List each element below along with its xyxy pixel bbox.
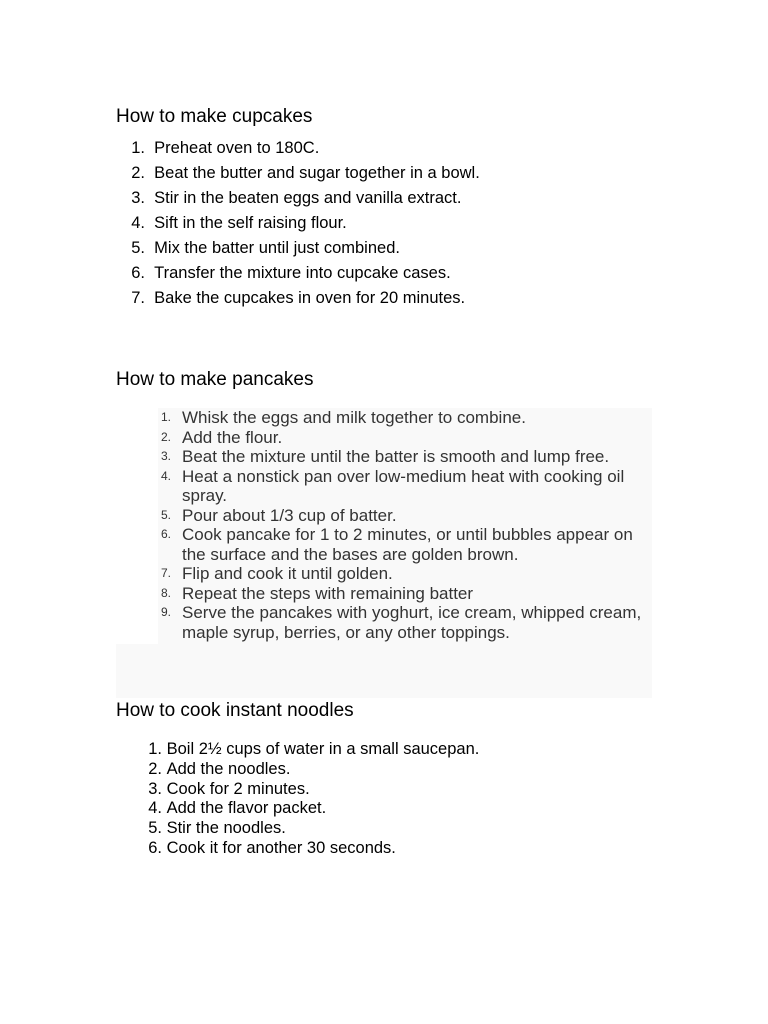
step-number: 1. bbox=[148, 740, 162, 759]
step-number: 1. bbox=[131, 139, 145, 157]
step-text: Flip and cook it until golden. bbox=[182, 564, 393, 583]
list-item bbox=[116, 760, 656, 780]
step-number: 5. bbox=[160, 507, 171, 522]
list-item bbox=[116, 467, 652, 506]
step-number: 6. bbox=[160, 527, 171, 541]
step-text: Mix the batter until just combined. bbox=[154, 239, 400, 257]
list-item bbox=[116, 447, 652, 467]
step-number: 2. bbox=[131, 164, 145, 182]
step-number: 2. bbox=[160, 429, 171, 444]
list-item bbox=[116, 186, 656, 211]
step-number: 3. bbox=[160, 449, 171, 463]
list-item bbox=[116, 779, 656, 799]
list-item bbox=[116, 211, 656, 236]
step-text: Cook pancake for 1 to 2 minutes, or until bubbles appear on the surface and the bases are golden brown. bbox=[182, 525, 633, 564]
cupcakes-heading: How to make cupcakes bbox=[116, 106, 313, 127]
step-text: Transfer the mixture into cupcake cases. bbox=[154, 264, 451, 282]
step-text: Cook it for another 30 seconds. bbox=[166, 838, 396, 857]
step-text: Boil 2½ cups of water in a small saucepan. bbox=[166, 740, 480, 759]
pancakes-heading: How to make pancakes bbox=[116, 369, 314, 390]
list-item bbox=[116, 584, 652, 604]
list-item bbox=[116, 838, 656, 858]
step-text: Preheat oven to 180C. bbox=[154, 139, 320, 157]
step-text: Sift in the self raising flour. bbox=[154, 214, 347, 232]
list-item bbox=[116, 506, 652, 526]
list-item bbox=[116, 799, 656, 819]
step-number: 9. bbox=[160, 605, 171, 619]
list-item bbox=[116, 564, 652, 584]
step-text: Serve the pancakes with yoghurt, ice cream, whipped cream, maple syrup, berries, or any other toppings. bbox=[182, 603, 642, 642]
step-text: Repeat the steps with remaining batter bbox=[182, 583, 474, 603]
step-text: Pour about 1/3 cup of batter. bbox=[182, 505, 397, 525]
step-number: 3. bbox=[131, 189, 145, 207]
list-item bbox=[116, 161, 656, 186]
list-item bbox=[116, 428, 652, 448]
pancakes-steps-list bbox=[116, 408, 652, 642]
list-item bbox=[116, 261, 656, 286]
step-number: 1. bbox=[160, 410, 171, 424]
step-text: Stir the noodles. bbox=[166, 819, 286, 838]
step-number: 7. bbox=[160, 566, 171, 580]
step-text: Add the flavor packet. bbox=[166, 799, 327, 818]
cupcakes-steps-list bbox=[116, 136, 656, 311]
list-item bbox=[116, 236, 656, 261]
step-text: Add the noodles. bbox=[166, 760, 291, 779]
noodles-heading: How to cook instant noodles bbox=[116, 700, 354, 721]
step-text: Cook for 2 minutes. bbox=[166, 779, 310, 798]
list-item bbox=[116, 819, 656, 839]
list-item bbox=[116, 408, 652, 428]
step-text: Beat the mixture until the batter is smooth and lump free. bbox=[182, 447, 610, 466]
list-item bbox=[116, 136, 656, 161]
list-item bbox=[116, 286, 656, 311]
step-number: 8. bbox=[160, 585, 171, 600]
step-number: 3. bbox=[148, 779, 162, 798]
list-item bbox=[116, 740, 656, 760]
pancakes-steps-panel bbox=[116, 408, 652, 698]
step-text: Bake the cupcakes in oven for 20 minutes. bbox=[154, 289, 466, 307]
step-number: 2. bbox=[148, 760, 162, 779]
step-text: Stir in the beaten eggs and vanilla extract. bbox=[154, 189, 462, 207]
step-number: 4. bbox=[160, 468, 171, 483]
step-number: 7. bbox=[131, 289, 145, 307]
step-number: 6. bbox=[148, 838, 162, 857]
noodles-steps-list bbox=[116, 740, 656, 858]
list-item bbox=[116, 603, 652, 642]
step-number: 5. bbox=[131, 239, 145, 257]
step-text: Add the flour. bbox=[182, 427, 283, 447]
list-item bbox=[116, 525, 652, 564]
step-text: Heat a nonstick pan over low-medium heat with cooking oil spray. bbox=[182, 466, 625, 505]
step-number: 4. bbox=[131, 214, 145, 232]
step-number: 5. bbox=[148, 819, 162, 838]
step-text: Beat the butter and sugar together in a bowl. bbox=[154, 164, 480, 182]
step-text: Whisk the eggs and milk together to combine. bbox=[182, 408, 526, 427]
step-number: 4. bbox=[148, 799, 162, 818]
step-number: 6. bbox=[131, 264, 145, 282]
